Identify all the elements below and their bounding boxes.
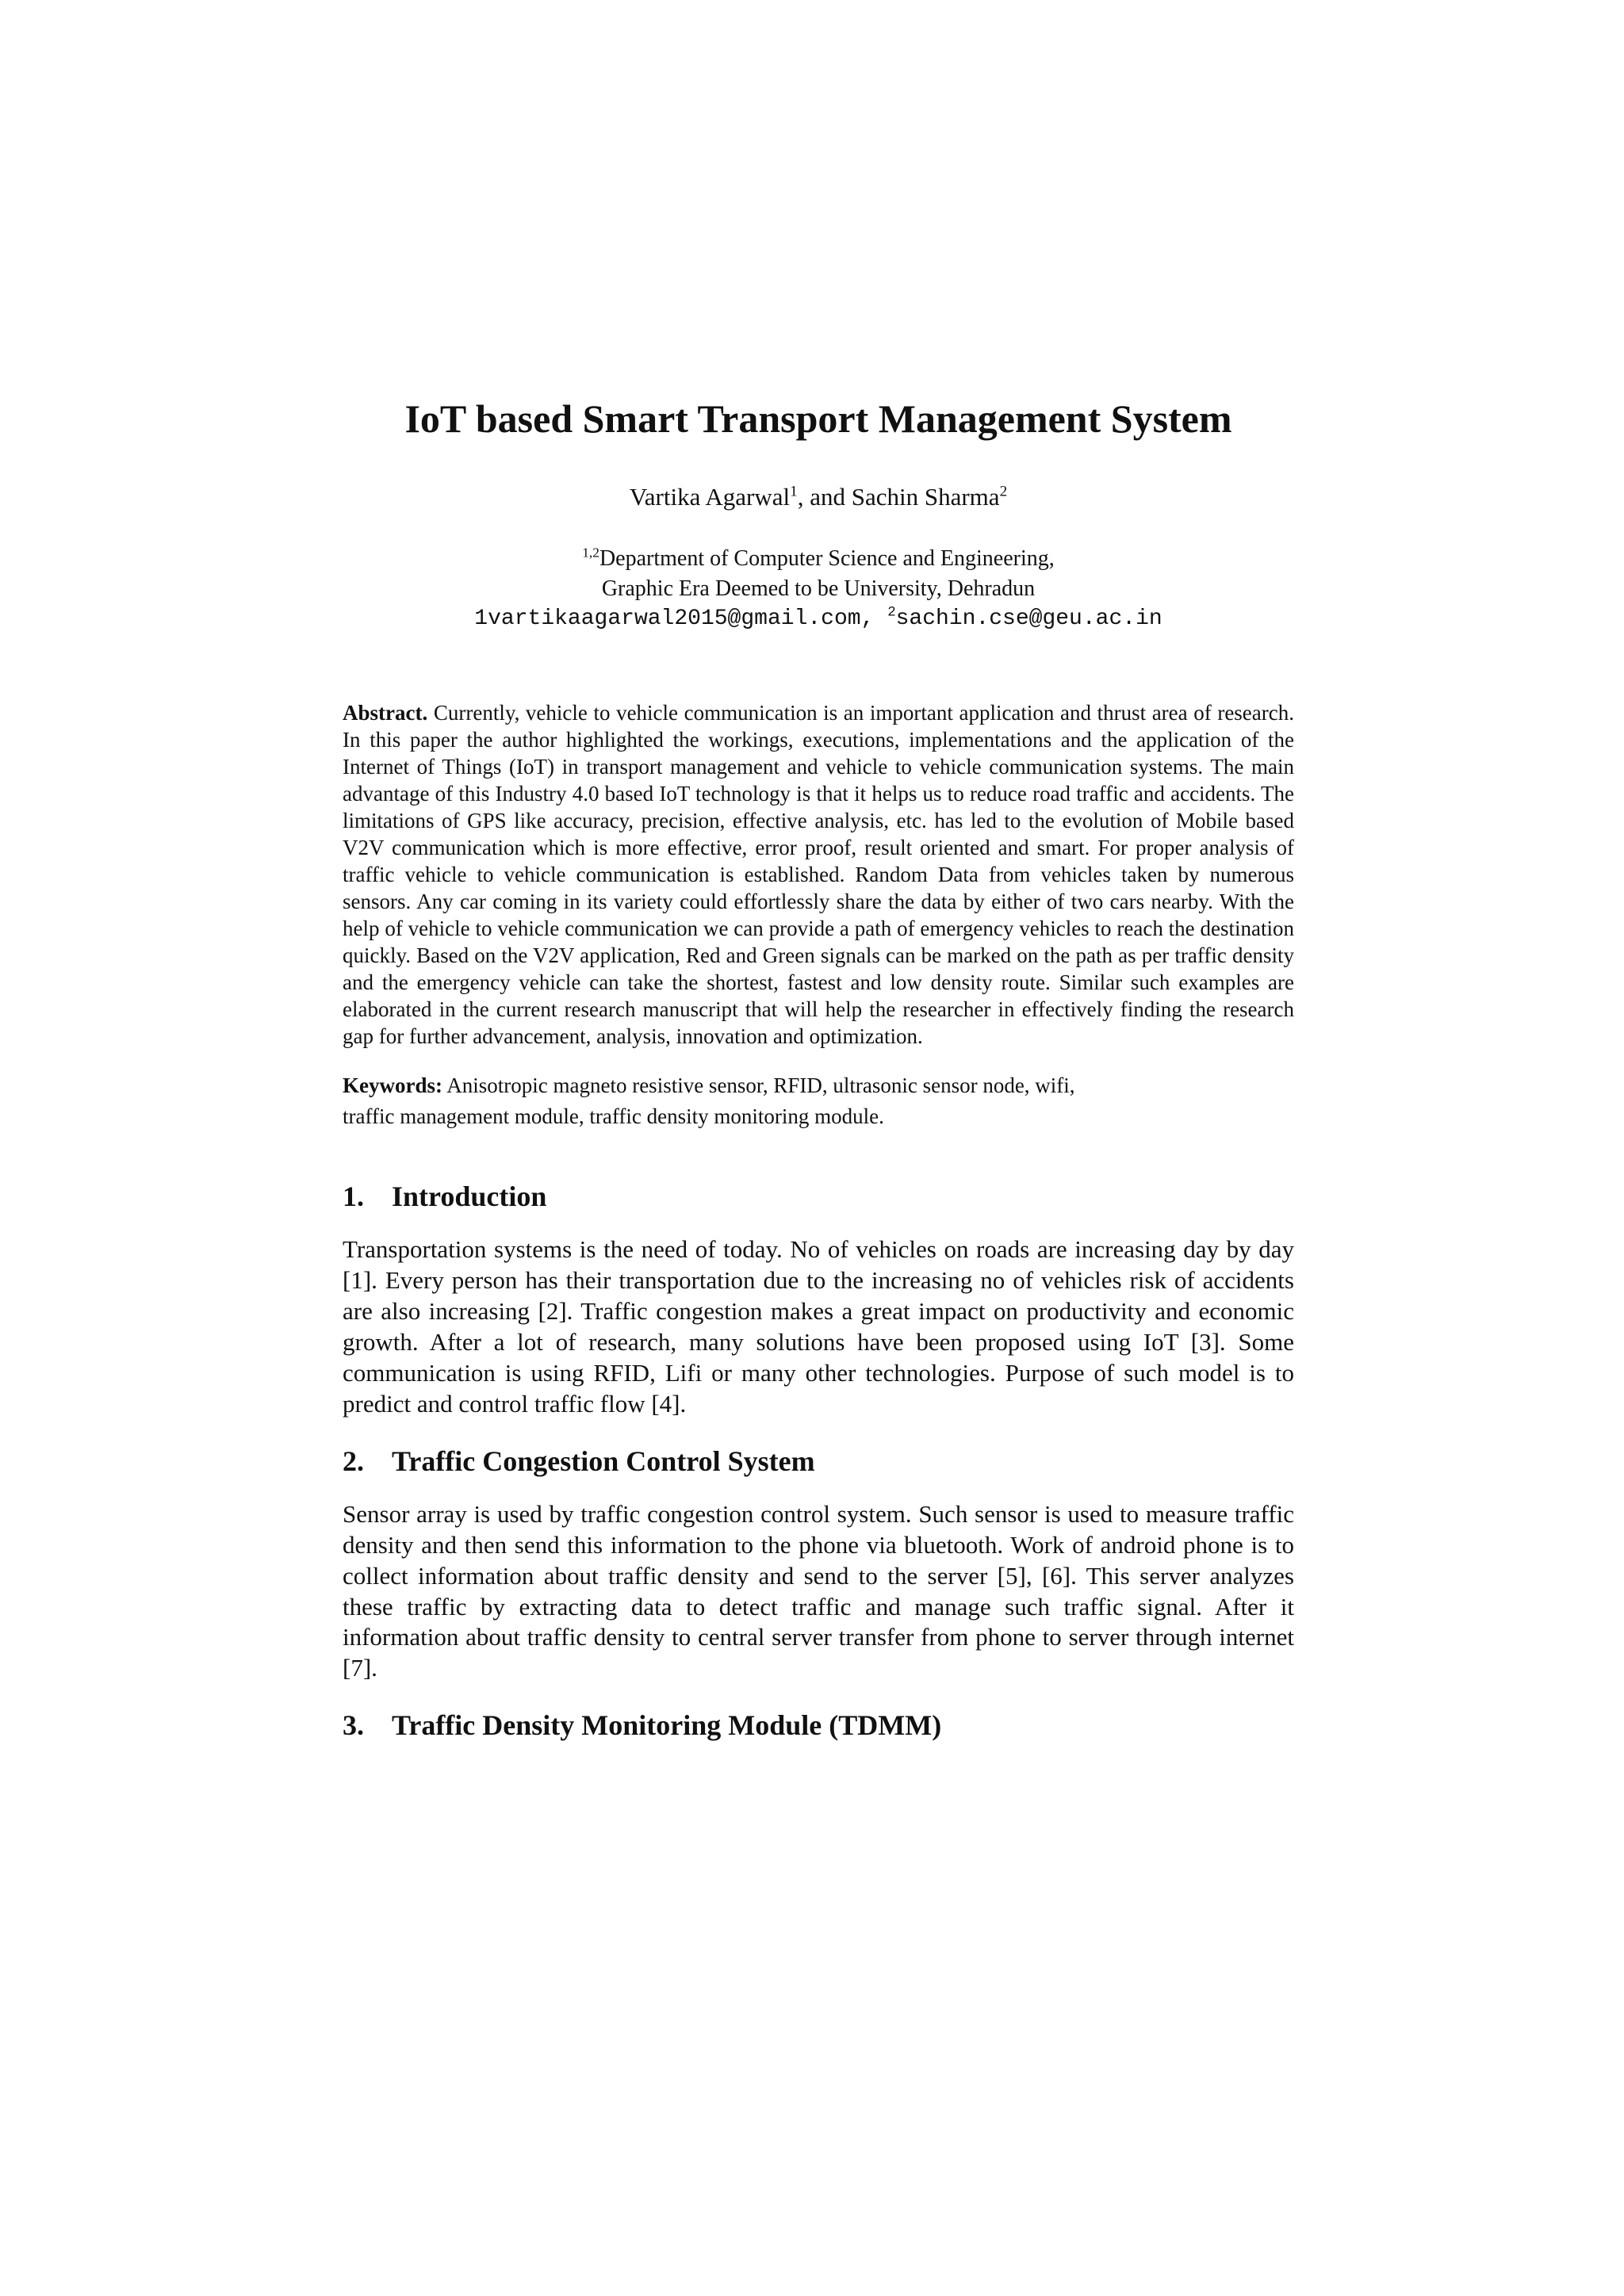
affiliation-block — [343, 544, 1294, 633]
section-title: Introduction — [392, 1181, 547, 1213]
section-heading — [343, 1445, 1294, 1479]
section-title: Traffic Density Monitoring Module (TDMM) — [392, 1709, 942, 1742]
section-heading — [343, 1180, 1294, 1214]
section-number: 1. — [343, 1181, 364, 1213]
keywords-label: Keywords: — [343, 1073, 442, 1097]
email-address[interactable]: sachin.cse@geu.ac.in — [895, 606, 1162, 631]
email-superscript: 2 — [887, 605, 896, 621]
author-superscript: 1 — [790, 483, 798, 500]
email-address[interactable]: vartikaagarwal2015@gmail.com — [488, 606, 861, 631]
keywords-line-2: traffic management module, traffic density monitoring module. — [343, 1104, 884, 1128]
author-separator: , and — [797, 482, 852, 511]
author-name: Vartika Agarwal — [629, 482, 791, 511]
abstract-label: Abstract. — [343, 700, 428, 725]
affiliation-university: Graphic Era Deemed to be University, Dehradun — [601, 576, 1036, 602]
section-title: Traffic Congestion Control System — [392, 1445, 815, 1477]
section-heading — [343, 1709, 1294, 1743]
abstract-text: Currently, vehicle to vehicle communication is an important application and thrust area of research. In this paper the author highlighted the workings, executions, implementations and the application of the Internet of Things (IoT) in transport management and vehicle to vehicle communication systems. The main advantage of this Industry 4.0 based IoT technology is that it helps us to reduce road traffic and accidents. The limitations of GPS like accuracy, precision, effective analysis, etc. has led to the evolution of Mobile based V2V communication which is more effective, error proof, result oriented and smart. For proper analysis of traffic vehicle to vehicle communication is established. Random Data from vehicles taken by numerous sensors. Any car coming in its variety could effortlessly share the data by either of two cars nearby. With the help of vehicle to vehicle communication we can provide a path of emergency vehicles to reach the destination quickly. Based on the V2V application, Red and Green signals can be marked on the path as per traffic density and the emergency vehicle can take the shortest, fastest and low density route. Similar such examples are elaborated in the current research manuscript that will help the researcher in effectively finding the research gap for further advancement, analysis, innovation and optimization. — [343, 700, 1295, 1048]
affiliation-superscript: 1,2 — [582, 545, 599, 561]
affiliation-department — [343, 544, 1294, 574]
email-separator: , — [860, 606, 888, 631]
keywords-text: Anisotropic magneto resistive sensor, RFID, ultrasonic sensor node, wifi, — [446, 1073, 1075, 1097]
keywords — [343, 1070, 1294, 1132]
author-line — [343, 482, 1294, 513]
department-name: Department of Computer Science and Engineering, — [599, 546, 1055, 572]
section-number: 2. — [343, 1445, 364, 1477]
section-number: 3. — [343, 1709, 364, 1742]
paper-title: IoT based Smart Transport Management System — [404, 396, 1232, 441]
email-superscript: 1 — [474, 606, 488, 631]
author-name: Sachin Sharma — [851, 482, 1000, 511]
section-body: Sensor array is used by traffic congestion control system. Such sensor is used to measure traffic density and then send this information to the phone via bluetooth. Work of android phone is to collect information about traffic density and send to the server [5], [6]. This server analyzes these traffic by extracting data to detect traffic and manage such traffic signal. After it information about traffic density to central server transfer from phone to server through internet [7]. — [343, 1499, 1294, 1682]
section-body: Transportation systems is the need of today. No of vehicles on roads are increasing day by day [1]. Every person has their transportation due to the increasing no of vehicles risk of accidents are also increasing [2]. Traffic congestion makes a great impact on productivity and economic growth. After a lot of research, many solutions have been proposed using IoT [3]. Some communication is using RFID, Lifi or many other technologies. Purpose of such model is to predict and control traffic flow [4]. — [343, 1235, 1294, 1418]
keywords-line-1 — [343, 1070, 1294, 1101]
author-superscript: 2 — [999, 483, 1008, 500]
paper-content — [343, 396, 1294, 1743]
abstract — [343, 699, 1294, 1050]
email-line — [343, 604, 1294, 634]
